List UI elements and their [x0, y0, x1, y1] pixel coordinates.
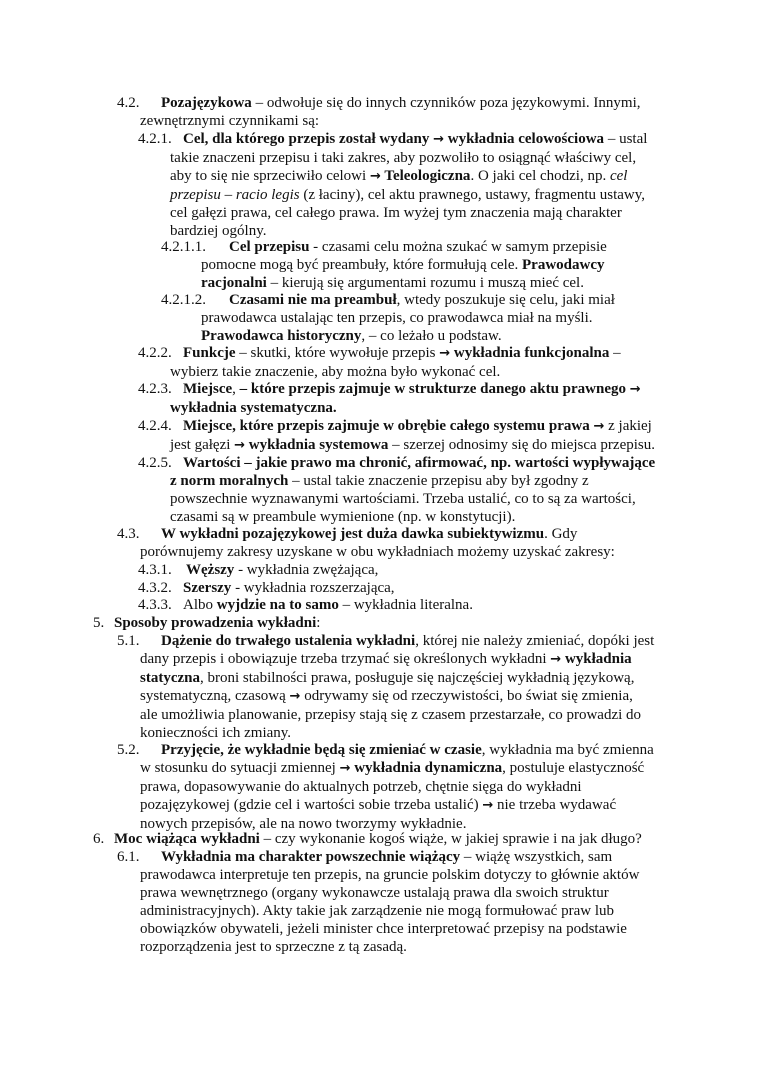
arrow-right-icon: →	[339, 761, 351, 776]
section-4-2-1	[138, 130, 647, 240]
text-run: - wykładnia zwężająca,	[234, 562, 379, 578]
arrow-right-icon: →	[433, 132, 445, 147]
text-line	[170, 149, 647, 167]
text-run: z jakiej	[604, 418, 652, 434]
section-4-3-1	[138, 561, 378, 579]
text-line	[183, 596, 473, 614]
text-run: Miejsce	[183, 381, 233, 397]
text-line	[170, 472, 655, 490]
text-run: - czasami celu można szukać w samym przepisie	[309, 239, 607, 255]
section-4-2	[117, 94, 641, 130]
text-run: Wykładnia ma charakter powszechnie wiążący	[161, 849, 461, 865]
text-run: Miejsce, które przepis zajmuje w obrębie całego systemu prawa	[183, 418, 594, 434]
section-body	[140, 525, 615, 561]
text-line	[140, 543, 615, 561]
section-body	[201, 238, 607, 292]
text-line	[140, 920, 639, 938]
section-number: 4.3.3.	[138, 597, 172, 613]
section-5-2	[117, 741, 654, 833]
text-run: Szerszy	[183, 580, 232, 596]
text-line	[229, 238, 607, 256]
section-4-3-2	[138, 579, 395, 597]
text-run: – czy wykonanie kogoś wiąże, w jakiej sprawie i na jak długo?	[259, 831, 642, 847]
section-body	[170, 454, 656, 526]
text-run: obowiązków obywateli, jeżeli minister chce interpretować przepisy na podstawie	[140, 921, 627, 937]
section-body	[183, 596, 473, 614]
text-run: przepisu – racio legis	[170, 187, 300, 203]
text-line	[140, 687, 654, 706]
section-number: 4.2.	[117, 95, 140, 111]
section-number: 4.2.2.	[138, 345, 172, 361]
section-body	[140, 741, 654, 833]
section-body	[170, 130, 648, 240]
text-line	[140, 938, 639, 956]
text-run: prawa, dopasowywanie do aktualnych potrzeb, chętnie sięga do wykładni	[140, 779, 582, 795]
text-line	[229, 291, 615, 309]
text-line	[140, 884, 639, 902]
text-run: Przyjęcie, że wykładnie będą się zmieniać w czasie	[161, 742, 482, 758]
arrow-right-icon: →	[439, 346, 451, 361]
section-number: 4.2.1.2.	[161, 292, 206, 308]
text-line	[183, 130, 647, 149]
text-run: cel	[609, 168, 628, 184]
text-run: administracyjnych). Akty takie jak zarządzenie nie mogą formułować praw lub	[140, 903, 614, 919]
text-run: odrywamy się od rzeczywistości, bo świat się zmienia,	[300, 688, 633, 704]
text-run: Albo	[183, 597, 217, 613]
text-run: Moc wiążąca wykładni	[114, 831, 260, 847]
text-run: :	[316, 615, 321, 631]
text-line	[183, 344, 621, 363]
text-run: Prawodawcy	[522, 257, 605, 273]
arrow-right-icon: →	[369, 169, 381, 184]
text-run: wykładnia dynamiczna	[350, 760, 503, 776]
text-run: Pozajęzykowa	[161, 95, 252, 111]
text-run: wykładnia	[561, 651, 632, 667]
text-line	[183, 380, 641, 399]
text-line	[140, 796, 654, 815]
text-line	[170, 399, 641, 417]
section-number: 4.2.1.	[138, 131, 172, 147]
text-run: zewnętrznymi czynnikami są:	[140, 113, 320, 129]
text-run: – wiążę wszystkich, sam	[460, 849, 613, 865]
arrow-right-icon: →	[482, 798, 494, 813]
text-run: – szerzej odnosimy się do miejsca przepisu.	[388, 437, 656, 453]
text-run: –	[609, 345, 621, 361]
text-run: porównujemy zakresy uzyskane w obu wykładniach możemy uzyskać zakresy:	[140, 544, 615, 560]
arrow-right-icon: →	[593, 419, 605, 434]
text-run: , której nie należy zmieniać, dopóki jest	[415, 633, 655, 649]
section-number: 4.3.1.	[138, 562, 172, 578]
section-number: 4.3.2.	[138, 580, 172, 596]
text-run: takie znaczeni przepisu i taki zakres, aby pozwoliło to osiągnąć właściwy cel,	[170, 150, 637, 166]
section-6	[93, 830, 642, 848]
arrow-right-icon: →	[629, 382, 641, 397]
text-run: , wtedy poszukuje się celu, jaki miał	[396, 292, 615, 308]
text-run: rozporządzenia jest to sprzeczne z tą zasadą.	[140, 939, 407, 955]
text-line	[201, 274, 607, 292]
text-line	[140, 759, 654, 778]
text-run: statyczna	[140, 670, 200, 686]
text-run: W wykładni pozajęzykowej jest duża dawka subiektywizmu	[161, 526, 545, 542]
text-line	[170, 167, 647, 186]
section-4-2-1-1	[161, 238, 607, 292]
section-4-3-3	[138, 596, 473, 614]
text-run: jest gałęzi	[170, 437, 235, 453]
arrow-right-icon: →	[289, 689, 301, 704]
section-number: 5.2.	[117, 742, 140, 758]
text-line	[140, 650, 654, 669]
text-line	[201, 309, 615, 327]
text-run: powszechnie wyznawanymi wartościami. Trzeba ustalić, co to są za wartości,	[170, 491, 636, 507]
text-run: nie trzeba wydawać	[493, 797, 617, 813]
text-line	[114, 830, 642, 848]
text-line	[140, 724, 654, 742]
section-4-2-2	[138, 344, 621, 381]
text-run: z norm moralnych	[170, 473, 289, 489]
section-number: 4.2.1.1.	[161, 239, 206, 255]
text-line	[170, 363, 621, 381]
text-run: pomocne mogą być preambuły, które formułują cele.	[201, 257, 522, 273]
text-run: wykładnia systematyczna.	[170, 400, 337, 416]
section-body	[170, 344, 621, 381]
text-run: wykładnia celowościowa	[444, 131, 605, 147]
text-run: aby to się nie sprzeciwiło celowi	[170, 168, 370, 184]
text-run: , postuluje elastyczność	[502, 760, 645, 776]
text-run: Sposoby prowadzenia wykładni	[114, 615, 317, 631]
text-line	[186, 561, 378, 579]
text-run: . O jaki cel chodzi, np.	[470, 168, 610, 184]
text-run: prawodawca interpretuje ten przepis, na gruncie polskim dotyczy to głównie aktów	[140, 867, 640, 883]
text-run: Prawodawca historyczny	[201, 328, 362, 344]
text-line	[161, 741, 654, 759]
section-4-2-3	[138, 380, 641, 417]
arrow-right-icon: →	[234, 438, 246, 453]
text-line	[161, 94, 641, 112]
section-body	[186, 561, 378, 579]
section-body	[140, 632, 655, 742]
text-run: Dążenie do trwałego ustalenia wykładni	[161, 633, 416, 649]
text-line	[140, 866, 639, 884]
section-number: 6.	[93, 831, 105, 847]
text-line	[183, 417, 655, 436]
text-run: (z łaciny), cel aktu prawnego, ustawy, fragmentu ustawy,	[299, 187, 646, 203]
text-run: – odwołuje się do innych czynników poza językowymi. Innymi,	[251, 95, 641, 111]
text-run: wybierz takie znaczenie, aby można było wykonać cel.	[170, 364, 501, 380]
section-4-2-5	[138, 454, 655, 526]
text-line	[170, 436, 655, 455]
text-run: ,	[232, 381, 240, 397]
section-number: 5.	[93, 615, 105, 631]
text-run: wyjdzie na to samo	[216, 597, 339, 613]
text-run: wykładnia systemowa	[245, 437, 389, 453]
text-line	[114, 614, 320, 632]
text-run: systematyczną, czasową	[140, 688, 290, 704]
text-run: czasami są w preambule wymienione (np. w konstytucji).	[170, 509, 516, 525]
text-line	[140, 706, 654, 724]
text-run: Cel przepisu	[229, 239, 310, 255]
text-line	[183, 454, 655, 472]
text-run: bardziej ogólny.	[170, 223, 267, 239]
arrow-right-icon: →	[550, 652, 562, 667]
text-line	[170, 186, 647, 204]
text-run: Funkcje	[183, 345, 236, 361]
text-line	[140, 112, 641, 130]
text-line	[170, 508, 655, 526]
text-run: racjonalni	[201, 275, 267, 291]
text-run: ale umożliwia planowanie, przepisy stają się z czasem przestarzałe, co prowadzi do	[140, 707, 642, 723]
section-body	[140, 848, 640, 956]
text-run: – ustal takie znaczenie przepisu aby był zgodny z	[288, 473, 589, 489]
text-run: - wykładnia rozszerzająca,	[231, 580, 395, 596]
text-run: wykładnia funkcjonalna	[450, 345, 610, 361]
text-run: Cel, dla którego przepis został wydany	[183, 131, 434, 147]
text-line	[140, 778, 654, 796]
section-number: 4.2.3.	[138, 381, 172, 397]
section-number: 6.1.	[117, 849, 140, 865]
text-run: . Gdy	[544, 526, 578, 542]
text-run: – wykładnia literalna.	[338, 597, 473, 613]
section-body	[140, 94, 641, 130]
text-run: – skutki, które wywołuje przepis	[235, 345, 440, 361]
text-run: prawodawca ustalając ten przepis, co prawodawca miał na myśli.	[201, 310, 593, 326]
section-body	[183, 579, 395, 597]
text-line	[140, 902, 639, 920]
section-number: 4.3.	[117, 526, 140, 542]
section-5-1	[117, 632, 654, 742]
text-line	[161, 632, 654, 650]
section-4-2-4	[138, 417, 655, 455]
section-number: 4.2.4.	[138, 418, 172, 434]
text-run: prawa wewnętrznego (organy wykonawcze ustalają prawa dla swoich struktur	[140, 885, 609, 901]
text-line	[183, 579, 395, 597]
section-4-3	[117, 525, 615, 561]
text-line	[201, 327, 615, 345]
text-run: – które przepis zajmuje w strukturze danego aktu prawnego	[239, 381, 630, 397]
section-body	[170, 417, 656, 455]
text-line	[140, 669, 654, 687]
section-6-1	[117, 848, 639, 956]
text-run: dany przepis i obowiązuje trzeba trzymać się określonych wykładni	[140, 651, 551, 667]
text-run: pozajęzykowej (gdzie cel i wartości sobie trzeba ustalić)	[140, 797, 483, 813]
section-5	[93, 614, 320, 632]
section-body	[114, 614, 320, 632]
section-4-2-1-2	[161, 291, 615, 345]
text-run: Wartości – jakie prawo ma chronić, afirmować, np. wartości wypływające	[183, 455, 656, 471]
section-body	[114, 830, 642, 848]
text-line	[161, 848, 639, 866]
section-number: 5.1.	[117, 633, 140, 649]
text-run: Węższy	[186, 562, 235, 578]
text-run: konieczności ich zmiany.	[140, 725, 292, 741]
text-line	[201, 256, 607, 274]
text-line	[170, 490, 655, 508]
section-number: 4.2.5.	[138, 455, 172, 471]
section-body	[201, 291, 615, 345]
text-run: cel gałęzi prawa, cel całego prawa. Im wyżej tym znaczenia mają charakter	[170, 205, 622, 221]
text-run: Teleologiczna	[380, 168, 471, 184]
section-body	[170, 380, 641, 417]
text-run: w stosunku do sytuacji zmiennej	[140, 760, 340, 776]
text-run: , – co leżało u podstaw.	[361, 328, 502, 344]
text-run: , broni stabilności prawa, posługuje się najczęściej wykładnią językową,	[200, 670, 635, 686]
text-run: nowych przepisów, ale na nowo tworzymy wykładnie.	[140, 816, 467, 832]
text-run: Czasami nie ma preambuł	[229, 292, 397, 308]
text-run: , wykładnia ma być zmienna	[481, 742, 654, 758]
text-line	[170, 204, 647, 222]
text-line	[161, 525, 615, 543]
text-run: – ustal	[604, 131, 648, 147]
text-run: – kierują się argumentami rozumu i muszą mieć cel.	[266, 275, 584, 291]
